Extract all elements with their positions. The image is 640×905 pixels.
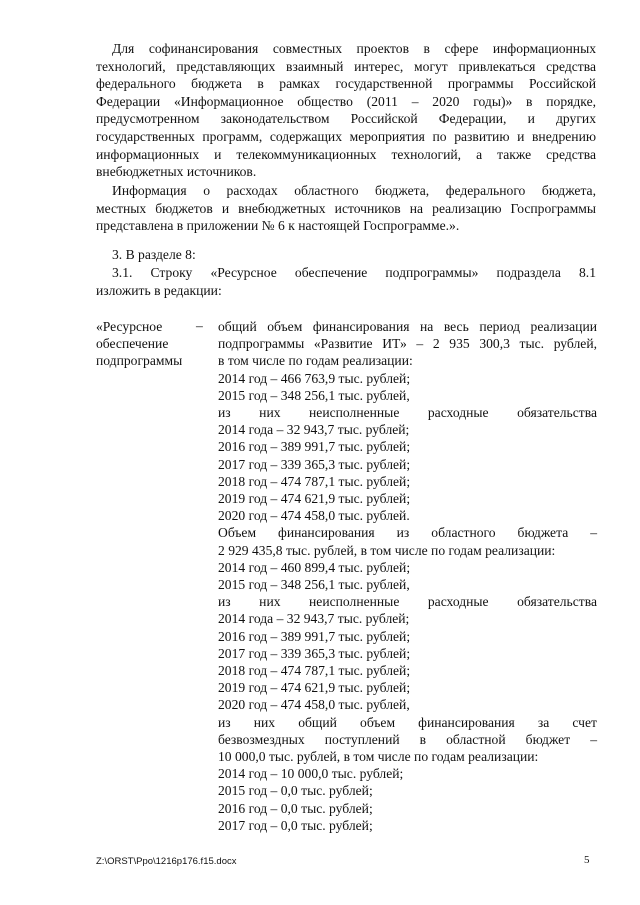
label-line: «Ресурсное <box>96 319 163 334</box>
value-line: 2 929 435,8 тыс. рублей, в том числе по годам реализации: <box>218 542 556 558</box>
value-line: 2020 год – 474 458,0 тыс. рублей, <box>218 697 410 713</box>
resource-label <box>96 318 206 370</box>
value-line: из них неисполненные расходные обязательства <box>218 405 597 421</box>
value-line: из них неисполненные расходные обязательства <box>218 594 597 610</box>
intro-paragraph <box>96 40 596 181</box>
label-line: обеспечение <box>96 336 169 352</box>
section-heading: 3. В разделе 8: <box>112 247 196 262</box>
paragraph-line: информационных и телекоммуникационных технологий, а также средства <box>96 146 596 162</box>
value-line: общий объем финансирования на весь период реализации <box>218 319 597 334</box>
paragraph-line: технологий, представляющих взаимный интерес, могут привлекаться средства <box>96 58 596 74</box>
value-line: 2017 год – 339 365,3 тыс. рублей; <box>218 456 411 472</box>
value-line: из них общий объем финансирования за счет <box>218 714 597 730</box>
value-line: 2015 год – 0,0 тыс. рублей; <box>218 783 373 799</box>
value-line: 2017 год – 0,0 тыс. рублей; <box>218 817 373 833</box>
value-line: 2020 год – 474 458,0 тыс. рублей. <box>218 508 410 524</box>
paragraph-line: федерального бюджета в рамках государственной программы Российской <box>96 76 596 92</box>
paragraph-line: местных бюджетов и внебюджетных источников на реализацию Госпрограммы <box>96 200 596 216</box>
paragraph-line: предусмотренном законодательством Российской Федерации, и других <box>96 111 596 127</box>
paragraph-line: Информация о расходах областного бюджета, федерального бюджета, <box>112 183 596 198</box>
value-line: 2014 года – 32 943,7 тыс. рублей; <box>218 422 410 438</box>
paragraph-line: Для софинансирования совместных проектов в сфере информационных <box>112 41 596 56</box>
paragraph-line: изложить в редакции: <box>96 282 222 298</box>
paragraph-line: 3.1. Строку «Ресурсное обеспечение подпрограммы» подраздела 8.1 <box>112 265 596 280</box>
label-dash: – <box>196 318 203 333</box>
paragraph-line: представлена в приложении № 6 к настоящей Госпрограмме.». <box>96 218 460 234</box>
value-line: 2016 год – 389 991,7 тыс. рублей; <box>218 439 411 455</box>
value-line: 2019 год – 474 621,9 тыс. рублей; <box>218 680 411 696</box>
value-line: 2014 год – 10 000,0 тыс. рублей; <box>218 766 404 782</box>
value-line: 2017 год – 339 365,3 тыс. рублей; <box>218 645 411 661</box>
label-line: подпрограммы <box>96 353 183 369</box>
value-line: 2018 год – 474 787,1 тыс. рублей; <box>218 473 411 489</box>
value-line: безвозмездных поступлений в областной бюджет – <box>218 731 597 747</box>
value-line: подпрограммы «Развитие ИТ» – 2 935 300,3 тыс. рублей, <box>218 336 597 352</box>
value-line: 2014 года – 32 943,7 тыс. рублей; <box>218 611 410 627</box>
footer-page-number: 5 <box>584 854 590 866</box>
resource-values <box>218 318 597 834</box>
paragraph-line: Федерации «Информационное общество (2011 – 2020 годы)» в порядке, <box>96 93 596 109</box>
info-paragraph <box>96 182 596 235</box>
value-line: в том числе по годам реализации: <box>218 353 413 369</box>
paragraph-line: внебюджетных источников. <box>96 164 257 180</box>
footer-file-path: Z:\ORST\Ppo\1216p176.f15.docx <box>96 856 237 867</box>
value-line: 2016 год – 0,0 тыс. рублей; <box>218 800 373 816</box>
value-line: 2018 год – 474 787,1 тыс. рублей; <box>218 663 411 679</box>
value-line: Объем финансирования из областного бюджета – <box>218 525 597 541</box>
value-line: 2019 год – 474 621,9 тыс. рублей; <box>218 491 411 507</box>
subsection-paragraph <box>96 264 596 299</box>
value-line: 2014 год – 460 899,4 тыс. рублей; <box>218 559 411 575</box>
paragraph-line: государственных программ, содержащих мероприятия по развитию и внедрению <box>96 128 596 144</box>
value-line: 2015 год – 348 256,1 тыс. рублей, <box>218 387 410 403</box>
value-line: 2014 год – 466 763,9 тыс. рублей; <box>218 370 411 386</box>
value-line: 2015 год – 348 256,1 тыс. рублей, <box>218 577 410 593</box>
value-line: 2016 год – 389 991,7 тыс. рублей; <box>218 628 411 644</box>
value-line: 10 000,0 тыс. рублей, в том числе по годам реализации: <box>218 749 539 765</box>
